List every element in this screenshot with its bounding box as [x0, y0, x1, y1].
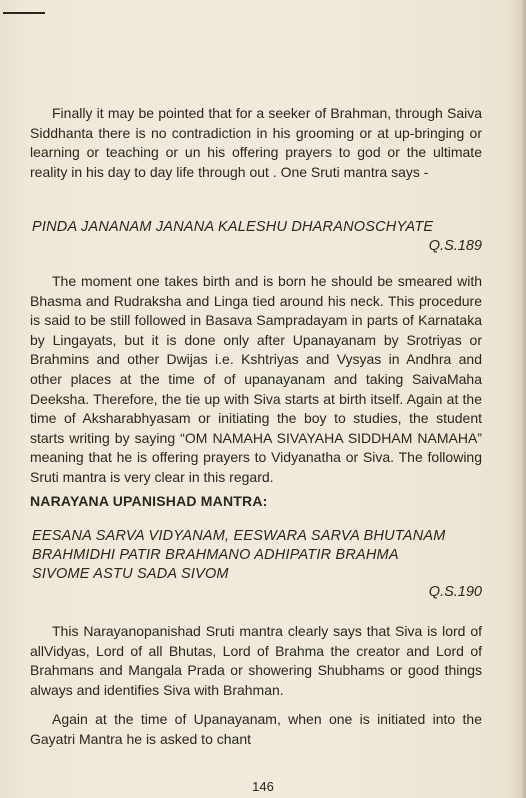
- page-number: 146: [252, 779, 274, 794]
- mantra-eesana-line-2: BRAHMIDHI PATIR BRAHMANO ADHIPATIR BRAHMA: [32, 547, 399, 563]
- paragraph-birth-rites: The moment one takes birth and is born he should be smeared with Bhasma and Rudraksha and Linga tied around his neck. This procedure is said to be still followed in Basava Sampradayam in parts of Karnataka by Lingayats, but it is done only after Upanayanam by Srotriyas or Brahmins and other Dwijas i.e. Kshtriyas and Vysyas in Andhra and other places at the time of of upanayanam and taking SaivaMaha Deeksha. Therefore, the tie up with Siva starts at birth itself. Again at the time of Aksharabhyasam or initiating the boy to studies, the student starts writing by saying “OM NAMAHA SIVAYAHA SIDDHAM NAMAHA” meaning that he is offering prayers to Vidyanatha or Siva. The following Sruti mantra is very clear in this regard.: [30, 273, 482, 485]
- paragraph-upanayanam: Again at the time of Upanayanam, when one is initiated into the Gayatri Mantra he is asked to chant: [30, 711, 482, 747]
- mantra-eesana-line-3: SIVOME ASTU SADA SIVOM: [32, 566, 229, 582]
- mantra-eesana-ref: Q.S.190: [428, 584, 482, 600]
- page-dash-mark: [3, 12, 45, 14]
- mantra-pinda-ref: Q.S.189: [428, 238, 482, 254]
- paragraph-narayanopanishad: This Narayanopanishad Sruti mantra clearly says that Siva is lord of allVidyas, Lord of all Bhutas, Lord of Brahma the creator and Lord of Brahmans and Mangala Prada or showering Shubhams or good things always and identifies Siva with Brahman.: [30, 623, 482, 698]
- mantra-pinda: PINDA JANANAM JANANA KALESHU DHARANOSCHYATE: [32, 219, 434, 235]
- section-heading: NARAYANA UPANISHAD MANTRA:: [30, 493, 268, 509]
- mantra-eesana-line-1: EESANA SARVA VIDYANAM, EESWARA SARVA BHUTANAM: [32, 528, 446, 544]
- page-edge-shadow: [520, 0, 526, 798]
- paragraph-intro: Finally it may be pointed that for a seeker of Brahman, through Saiva Siddhanta there is no contradiction in his grooming or at up-bringing or learning or teaching or un his offering prayers to god or the ultimate reality in his day to day life through out . One Sruti mantra says -: [30, 105, 482, 180]
